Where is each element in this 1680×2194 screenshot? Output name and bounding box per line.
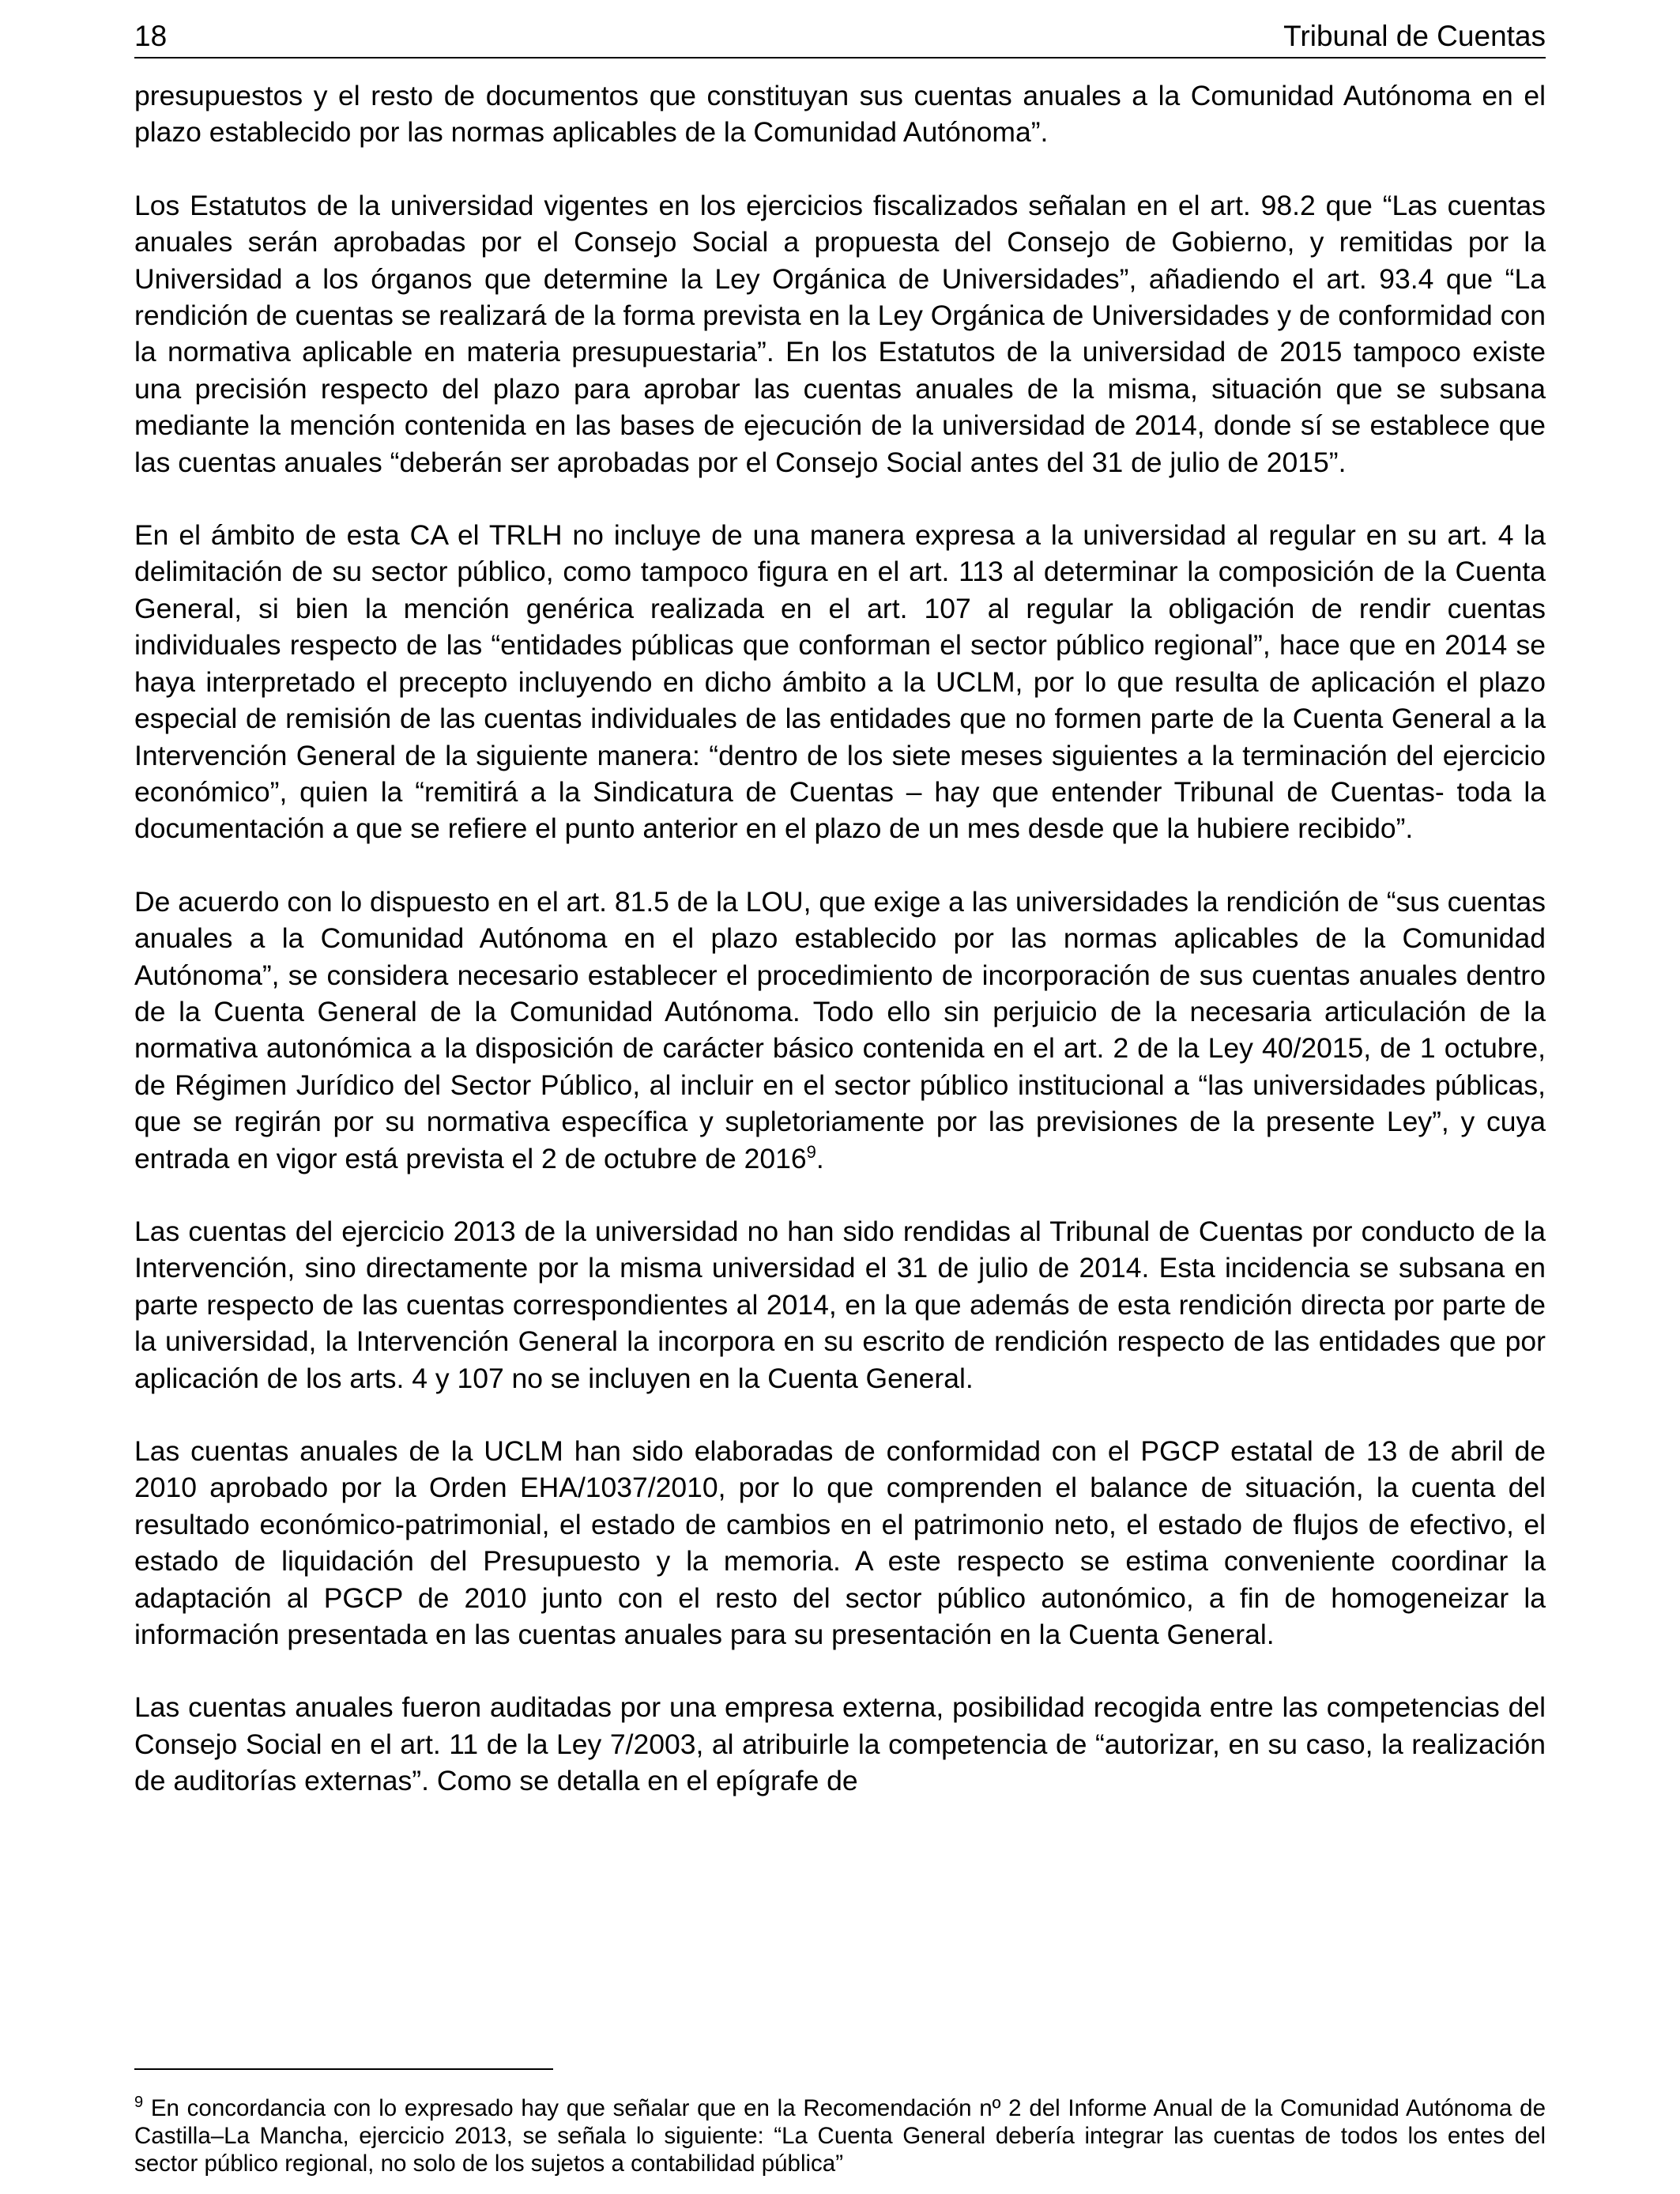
page-number: 18 bbox=[134, 20, 168, 52]
footnote-reference[interactable]: 9 bbox=[806, 1141, 816, 1162]
paragraph: En el ámbito de esta CA el TRLH no incluye de una manera expresa a la universidad al regular en su art. 4 la delimitación de su sector público, como tampoco figura en el art. 113 al determinar la composición de la Cuenta General, si bien la mención genérica realizada en el art. 107 al regular la obligación de rendir cuentas individuales respecto de las “entidades públicas que conforman el sector público regional”, hace que en 2014 se haya interpretado el precepto incluyendo en dicho ámbito a la UCLM, por lo que resulta de aplicación el plazo especial de remisión de las cuentas individuales de las entidades que no formen parte de la Cuenta General a la Intervención General de la siguiente manera: “dentro de los siete meses siguientes a la terminación del ejercicio económico”, quien la “remitirá a la Sindicatura de Cuentas – hay que entender Tribunal de Cuentas- toda la documentación a que se refiere el punto anterior en el plazo de un mes desde que la hubiere recibido”. bbox=[134, 519, 1546, 845]
paragraph: Los Estatutos de la universidad vigentes en los ejercicios fiscalizados señalan en el art. 98.2 que “Las cuentas anuales serán aprobadas por el Consejo Social a propuesta del Consejo de Gobierno, y remitidas por la Universidad a los órganos que determine la Ley Orgánica de Universidades”, añadiendo el art. 93.4 que “La rendición de cuentas se realizará de la forma prevista en la Ley Orgánica de Universidades y de conformidad con la normativa aplicable en materia presupuestaria”. En los Estatutos de la universidad de 2015 tampoco existe una precisión respecto del plazo para aprobar las cuentas anuales de la misma, situación que se subsana mediante la mención contenida en las bases de ejecución de la universidad de 2014, donde sí se establece que las cuentas anuales “deberán ser aprobadas por el Consejo Social antes del 31 de julio de 2015”. bbox=[134, 189, 1546, 478]
page-header bbox=[134, 16, 1546, 58]
footnote-text: En concordancia con lo expresado hay que señalar que en la Recomendación nº 2 del Informe Anual de la Comunidad Autónoma de Castilla–La Mancha, ejercicio 2013, se señala lo siguiente: “La Cuenta General debería integrar las cuentas de todos los entes del sector público regional, no solo de los sujetos a contabilidad pública” bbox=[134, 2095, 1546, 2177]
footnote bbox=[134, 2094, 1546, 2177]
running-title: Tribunal de Cuentas bbox=[1283, 20, 1546, 52]
footnote-separator bbox=[134, 2068, 553, 2070]
paragraph-text: De acuerdo con lo dispuesto en el art. 81.5 de la LOU, que exige a las universidades la rendición de “sus cuentas anuales a la Comunidad Autónoma en el plazo establecido por las normas aplicables de la Comunidad Autónoma”, se considera necesario establecer el procedimiento de incorporación de sus cuentas anuales dentro de la Cuenta General de la Comunidad Autónoma. Todo ello sin perjuicio de la necesaria articulación de la normativa autonómica a la disposición de carácter básico contenida en el art. 2 de la Ley 40/2015, de 1 octubre, de Régimen Jurídico del Sector Público, al incluir en el sector público institucional a “las universidades públicas, que se regirán por su normativa específica y supletoriamente por las previsiones de la presente Ley”, y cuya entrada en vigor está prevista el 2 de octubre de 2016 bbox=[134, 885, 1546, 1174]
paragraph: presupuestos y el resto de documentos que constituyan sus cuentas anuales a la Comunidad Autónoma en el plazo establecido por las normas aplicables de la Comunidad Autónoma”. bbox=[134, 80, 1546, 149]
paragraph-with-footnote-ref bbox=[134, 884, 1546, 1177]
paragraph: Las cuentas del ejercicio 2013 de la universidad no han sido rendidas al Tribunal de Cuentas por conducto de la Intervención, sino directamente por la misma universidad el 31 de julio de 2014. Esta incidencia se subsana en parte respecto de las cuentas correspondientes al 2014, en la que además de esta rendición directa por parte de la universidad, la Intervención General la incorpora en su escrito de rendición respecto de las entidades que por aplicación de los arts. 4 y 107 no se incluyen en la Cuenta General. bbox=[134, 1215, 1546, 1394]
document-page bbox=[134, 16, 1546, 2181]
footnote-marker: 9 bbox=[134, 2094, 144, 2112]
paragraph: Las cuentas anuales de la UCLM han sido elaboradas de conformidad con el PGCP estatal de 13 de abril de 2010 aprobado por la Orden EHA/1037/2010, por lo que comprenden el balance de situación, la cuenta del resultado económico-patrimonial, el estado de cambios en el patrimonio neto, el estado de flujos de efectivo, el estado de liquidación del Presupuesto y la memoria. A este respecto se estima conveniente coordinar la adaptación al PGCP de 2010 junto con el resto del sector público autonómico, a fin de homogeneizar la información presentada en las cuentas anuales para su presentación en la Cuenta General. bbox=[134, 1435, 1546, 1651]
sentence-end: . bbox=[816, 1142, 824, 1174]
body-text bbox=[134, 77, 1546, 1800]
paragraph: Las cuentas anuales fueron auditadas por una empresa externa, posibilidad recogida entre las competencias del Consejo Social en el art. 11 de la Ley 7/2003, al atribuirle la competencia de “autorizar, en su caso, la realización de auditorías externas”. Como se detalla en el epígrafe de bbox=[134, 1691, 1546, 1797]
